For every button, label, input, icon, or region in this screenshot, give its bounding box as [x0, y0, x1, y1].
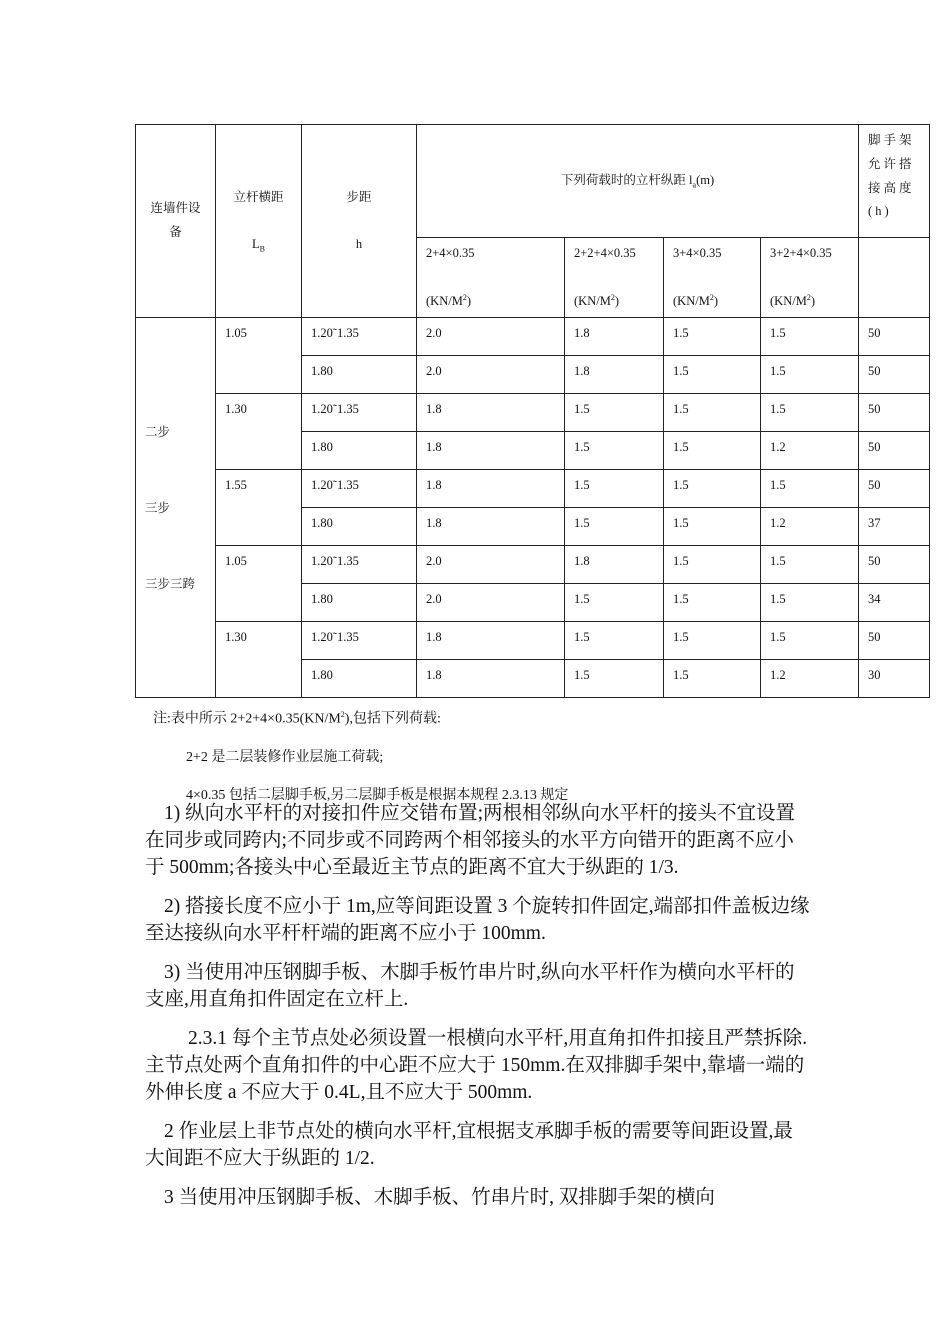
table-row [136, 546, 930, 584]
table-notes [153, 696, 568, 815]
height-cell: 50 [859, 432, 930, 470]
value-cell: 1.5 [664, 394, 761, 432]
lb-value: 1.30 [216, 394, 302, 470]
value-cell: 2.0 [417, 318, 565, 356]
value-cell: 2.0 [417, 584, 565, 622]
value-cell: 1.5 [761, 546, 859, 584]
step-cell: 1.80 [302, 508, 417, 546]
note-line-3: 4×0.35 包括二层脚手板,另二层脚手板是根据本规程 2.3.13 规定 [186, 787, 569, 803]
height-cell: 50 [859, 470, 930, 508]
value-cell: 1.5 [565, 432, 664, 470]
height-cell: 50 [859, 394, 930, 432]
step-cell: 1.20˜1.35 [302, 622, 417, 660]
height-cell: 50 [859, 356, 930, 394]
value-cell: 1.8 [565, 546, 664, 584]
value-cell: 1.2 [761, 508, 859, 546]
value-cell: 1.5 [761, 584, 859, 622]
value-cell: 1.5 [565, 660, 664, 698]
value-cell: 2.0 [417, 356, 565, 394]
header-empty-cell [859, 238, 930, 318]
value-cell: 1.5 [664, 318, 761, 356]
paragraph: 2 作业层上非节点处的横向水平杆,宜根据支承脚手板的需要等间距设置,最大间距不应大于纵距的 1/2. [145, 1121, 793, 1169]
table-row [136, 622, 930, 660]
value-cell: 1.8 [417, 622, 565, 660]
value-cell: 1.5 [664, 356, 761, 394]
value-cell: 1.5 [664, 508, 761, 546]
value-cell: 1.8 [417, 432, 565, 470]
value-cell: 1.2 [761, 660, 859, 698]
value-cell: 1.5 [761, 318, 859, 356]
value-cell: 1.8 [565, 318, 664, 356]
height-cell: 50 [859, 546, 930, 584]
step-cell: 1.80 [302, 356, 417, 394]
step-cell: 1.20˜1.35 [302, 546, 417, 584]
step-cell: 1.20˜1.35 [302, 470, 417, 508]
value-cell: 1.5 [565, 584, 664, 622]
value-cell: 1.8 [417, 470, 565, 508]
note-line-1: 注:表中所示 $2+2+4\times 0.35(KN/M^2)$,包括下列荷载: [153, 710, 441, 727]
lb-value: 1.30 [216, 622, 302, 698]
table-row [136, 470, 930, 508]
value-cell: 1.5 [664, 432, 761, 470]
value-cell: 1.5 [664, 660, 761, 698]
table-row [136, 318, 930, 356]
header-load-title: 下列荷载时的立杆纵距 $l_a(m)$ [417, 125, 859, 238]
value-cell: 1.8 [417, 660, 565, 698]
value-cell: 1.5 [761, 394, 859, 432]
paragraph: 1) 纵向水平杆的对接扣件应交错布置;两根相邻纵向水平杆的接头不宜设置在同步或同跨内;不同步或不同跨两个相邻接头的水平方向错开的距离不应小于 500mm;各接头中心至最近主节点的距离不宜大于纵距的 1/3. [145, 803, 796, 878]
body-text [145, 800, 810, 1223]
load-header-1: 2+4×0.35 $(KN/M^2)$ [417, 238, 565, 318]
step-cell: 1.80 [302, 660, 417, 698]
table-row [136, 394, 930, 432]
value-cell: 1.8 [565, 356, 664, 394]
height-cell: 50 [859, 622, 930, 660]
device-type: 三步 [145, 500, 171, 515]
device-types-cell [136, 318, 216, 698]
header-lateral-spacing: 立杆横距 $L_B$ [216, 125, 302, 318]
value-cell: 1.5 [664, 546, 761, 584]
load-header-3: 3+4×0.35 $(KN/M^2)$ [664, 238, 761, 318]
lb-value: 1.55 [216, 470, 302, 546]
load-header-4: 3+2+4×0.35 $(KN/M^2)$ [761, 238, 859, 318]
value-cell: 1.5 [664, 470, 761, 508]
value-cell: 1.5 [664, 622, 761, 660]
header-allowed-height: 脚手架允许搭接高度(h) [859, 125, 930, 238]
paragraph: 3 当使用冲压钢脚手板、木脚手板、竹串片时, 双排脚手架的横向 [164, 1187, 715, 1208]
value-cell: 1.5 [664, 584, 761, 622]
value-cell: 1.5 [565, 622, 664, 660]
scaffold-spec-table [135, 124, 930, 698]
height-cell: 34 [859, 584, 930, 622]
header-device: 连墙件设备 [136, 125, 216, 318]
value-cell: 2.0 [417, 546, 565, 584]
note-line-2: 2+2 是二层装修作业层施工荷载; [186, 749, 384, 765]
value-cell: 1.5 [565, 508, 664, 546]
value-cell: 1.5 [565, 394, 664, 432]
step-cell: 1.20˜1.35 [302, 394, 417, 432]
paragraph: 3) 当使用冲压钢脚手板、木脚手板竹串片时,纵向水平杆作为横向水平杆的支座,用直角扣件固定在立杆上. [145, 962, 795, 1010]
value-cell: 1.5 [761, 356, 859, 394]
step-cell: 1.80 [302, 584, 417, 622]
load-header-2: 2+2+4×0.35 $(KN/M^2)$ [565, 238, 664, 318]
value-cell: 1.8 [417, 394, 565, 432]
value-cell: 1.2 [761, 432, 859, 470]
step-cell: 1.80 [302, 432, 417, 470]
value-cell: 1.5 [761, 622, 859, 660]
value-cell: 1.8 [417, 508, 565, 546]
device-type: 二步 [145, 424, 171, 439]
height-cell: 30 [859, 660, 930, 698]
paragraph: 2.3.1 每个主节点处必须设置一根横向水平杆,用直角扣件扣接且严禁拆除.主节点处两个直角扣件的中心距不应大于 150mm.在双排脚手架中,靠墙一端的外伸长度 a 不应大于 0.4L,且不应大于 500mm. [145, 1028, 808, 1103]
paragraph: 2) 搭接长度不应小于 1m,应等间距设置 3 个旋转扣件固定,端部扣件盖板边缘至达接纵向水平杆杆端的距离不应小于 100mm. [145, 896, 810, 944]
lb-value: 1.05 [216, 318, 302, 394]
header-step: 步距 h [302, 125, 417, 318]
height-cell: 50 [859, 318, 930, 356]
value-cell: 1.5 [565, 470, 664, 508]
device-type: 三步三跨 [145, 576, 196, 591]
height-cell: 37 [859, 508, 930, 546]
value-cell: 1.5 [761, 470, 859, 508]
step-cell: 1.20˜1.35 [302, 318, 417, 356]
lb-value: 1.05 [216, 546, 302, 622]
